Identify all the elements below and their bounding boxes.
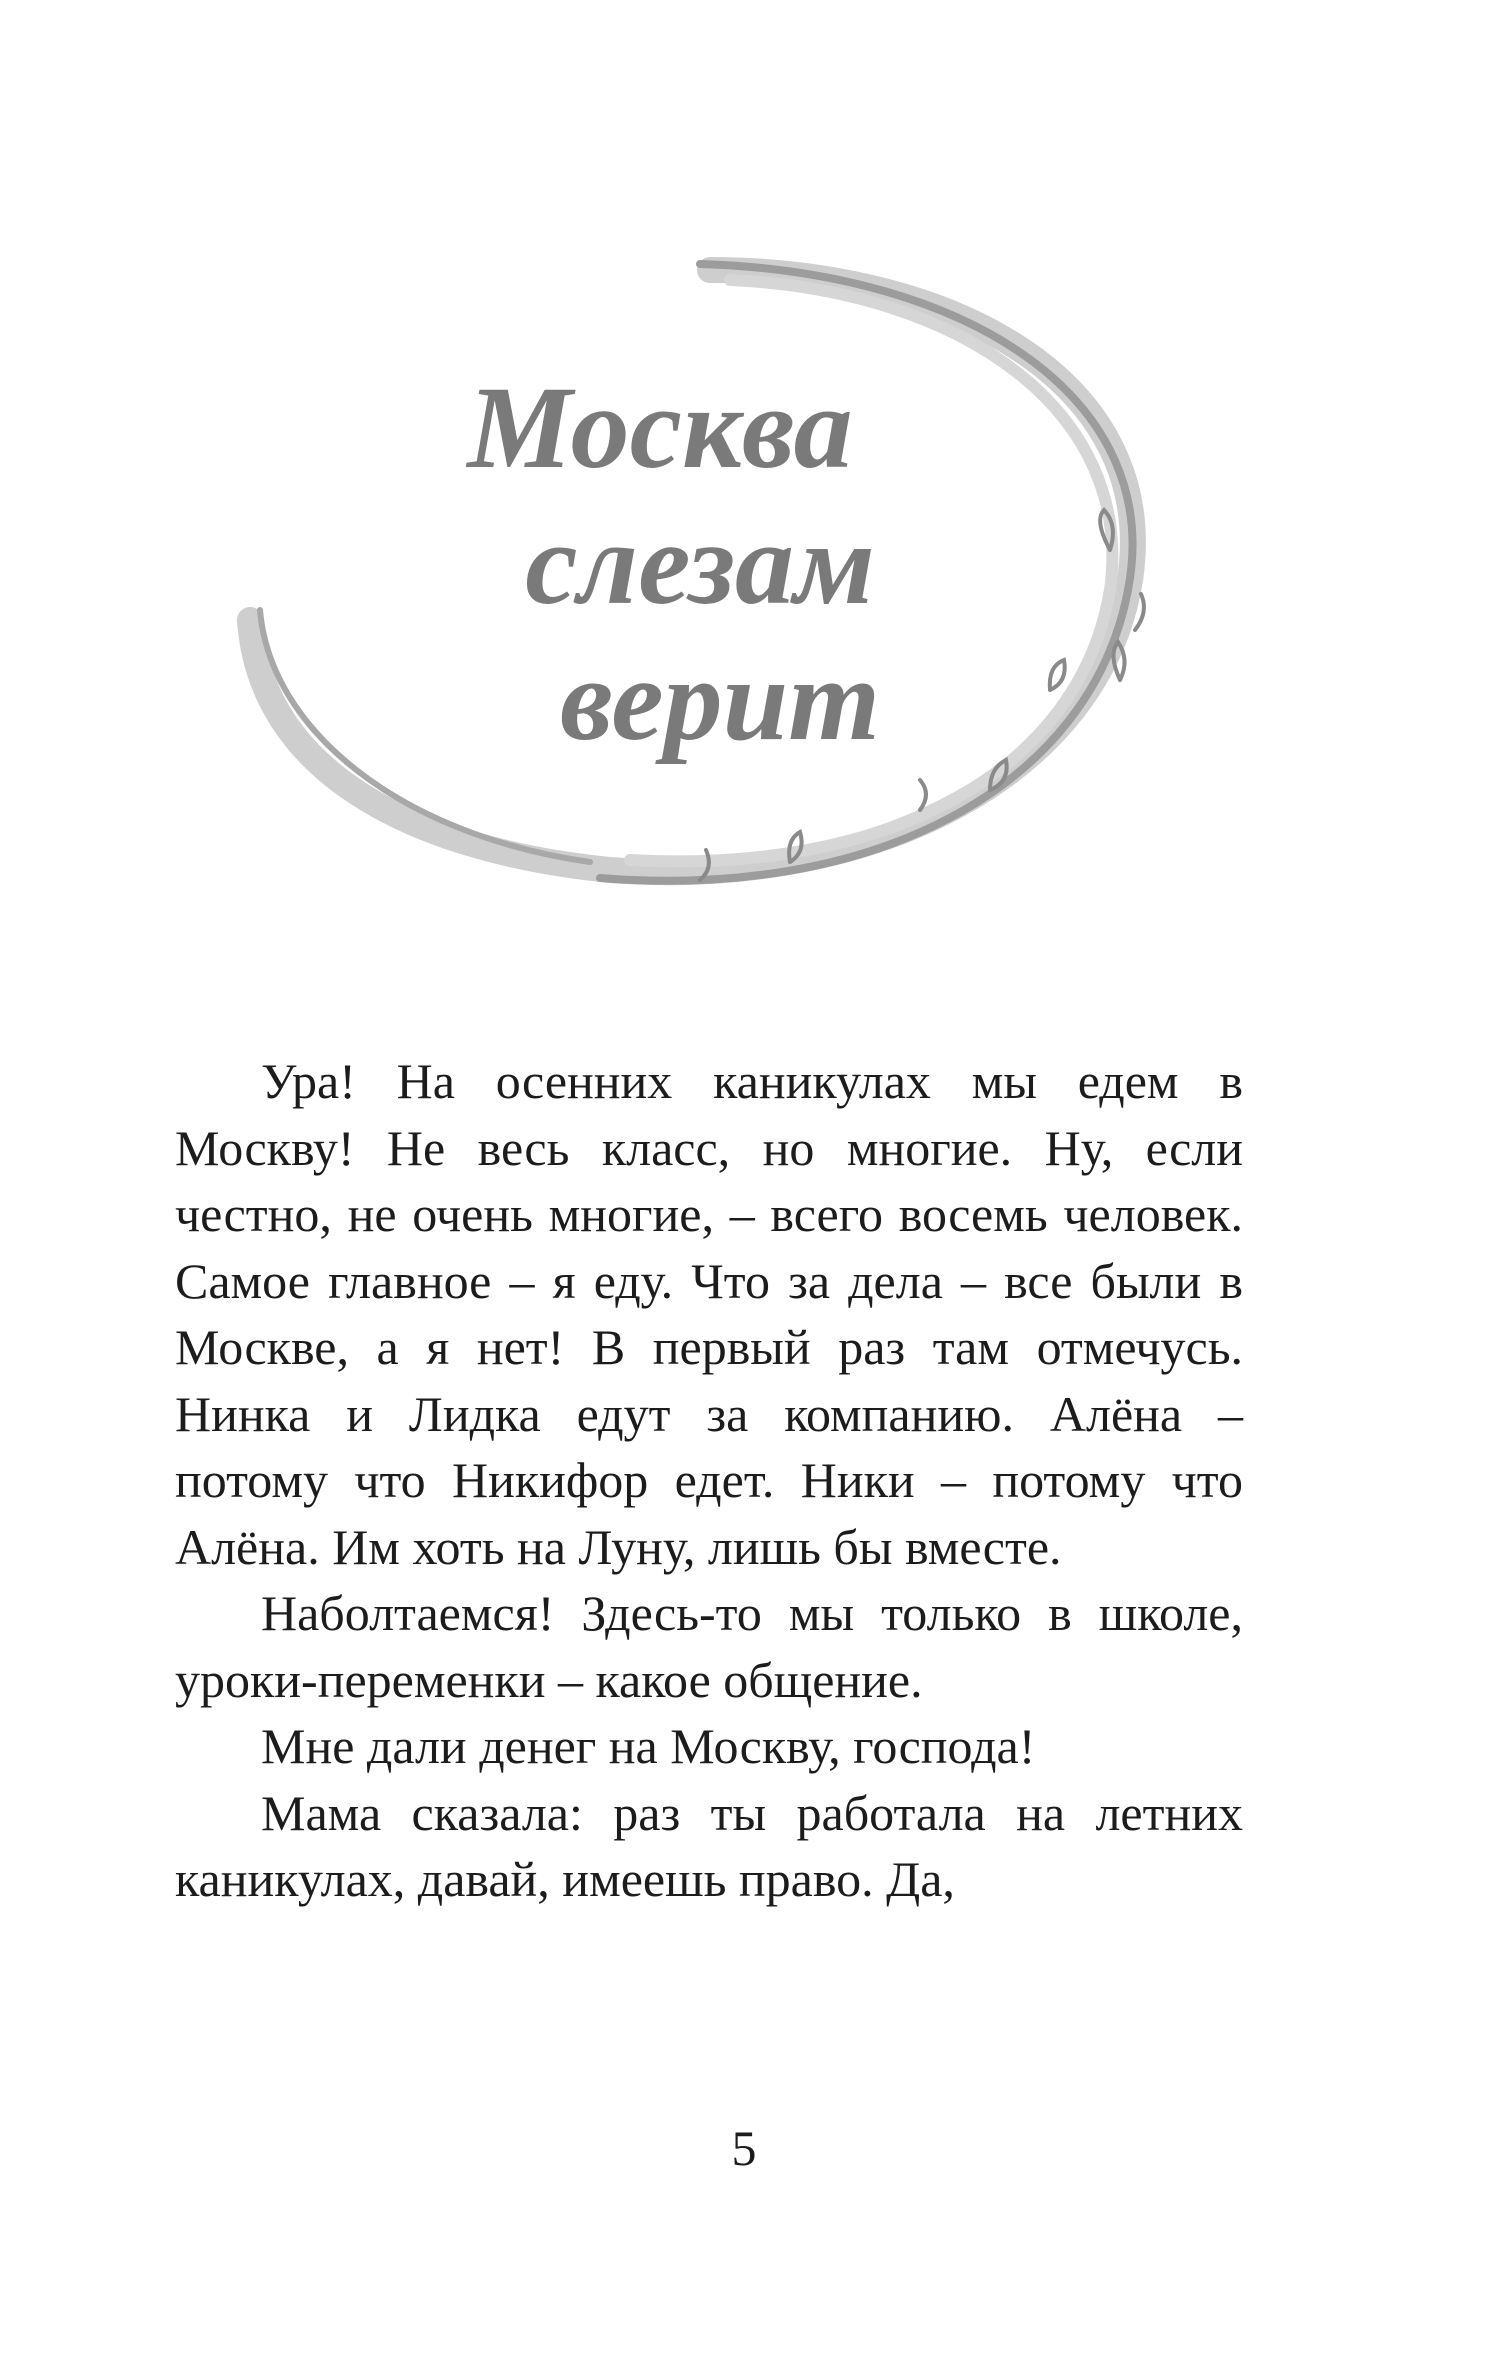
paragraph-3: Мне дали денег на Москву, господа! (261, 1718, 1036, 1774)
chapter-body-text (175, 1048, 1243, 1913)
chapter-title-line-1: Москва (467, 362, 853, 493)
paragraph-2: Наболтаемся! Здесь-то мы только в школе, уроки-переменки – какое общение. (175, 1585, 1243, 1708)
paragraph-1: Ура! На осенних каникулах мы едем в Москву! Не весь класс, но многие. Ну, если честно, не очень многие, – всего восемь человек. Самое главное – я еду. Что за дела – все были в Москве, а я нет! В первый раз там отмечусь. Нинка и Лидка едут за компанию. Алёна – потому что Никифор едет. Ники – потому что Алёна. Им хоть на Луну, лишь бы вместе. (175, 1053, 1243, 1575)
chapter-title-line-3: верит (559, 634, 881, 765)
page-number: 5 (731, 2120, 757, 2176)
chapter-title (380, 360, 980, 768)
chapter-title-line-2: слезам (525, 498, 875, 629)
paragraph-4: Мама сказала: раз ты работала на летних каникулах, давай, имеешь право. Да, (175, 1784, 1243, 1907)
